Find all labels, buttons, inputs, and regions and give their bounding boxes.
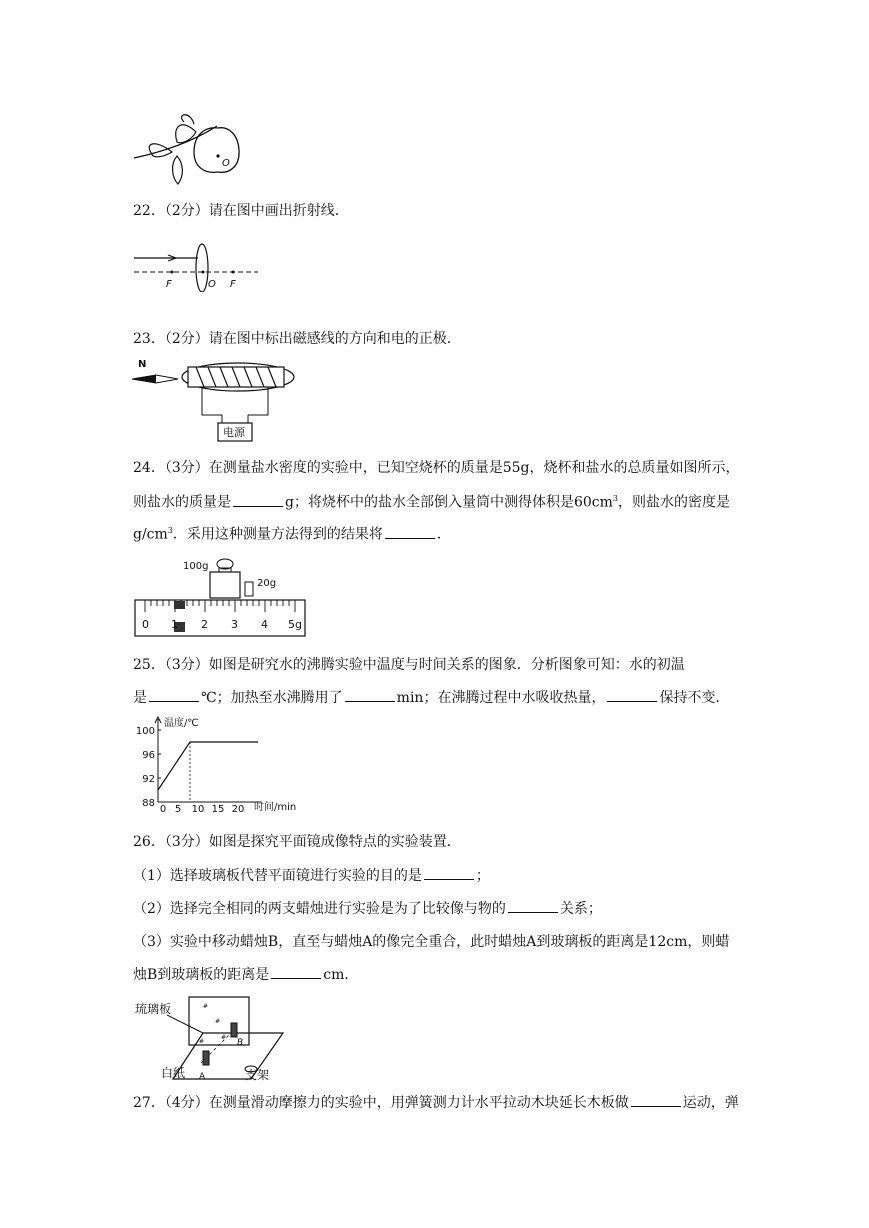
q24-line2	[133, 489, 730, 513]
q27-line1	[133, 1092, 739, 1113]
q26-sub1	[133, 865, 490, 886]
q25-line2-a: 是	[133, 690, 147, 706]
q24-line2-b: g；将烧杯中的盐水全部倒入量筒中测得体积是60cm	[285, 494, 613, 511]
glass-plate-label: 琉璃板	[135, 1002, 172, 1016]
q26-sub3-line2-b: cm．	[323, 967, 359, 983]
q24-line3-c: ．	[436, 526, 451, 543]
focus-left-label: F	[166, 279, 172, 290]
q25-initial-temp-blank	[149, 687, 199, 702]
stand-label: 支架	[245, 1068, 270, 1082]
candle-a-label: A	[199, 1072, 206, 1082]
focus-right-label: F	[230, 279, 236, 290]
q24-line3	[133, 521, 451, 545]
q24-line1: 24．（3分）在测量盐水密度的实验中，已知空烧杯的质量是55g，烧杯和盐水的总质量如图所示，	[133, 460, 740, 476]
q24-line3-b: ．采用这种测量方法得到的结果将	[172, 526, 383, 543]
power-source-label: 电源	[223, 426, 245, 439]
white-paper-label: 白纸	[161, 1066, 186, 1080]
svg-text:#: #	[199, 1038, 205, 1045]
svg-text:#: #	[203, 1003, 209, 1010]
q26-line1: 26．（3分）如图是探究平面镜成像特点的实验装置．	[133, 834, 461, 850]
q26-distance-blank	[271, 964, 321, 979]
weight-100g-label: 100g	[183, 561, 209, 572]
q24-sup-a: 3	[612, 494, 618, 503]
q26-sub2-a: （2）选择完全相同的两支蜡烛进行实验是为了比较像与物的	[133, 901, 506, 917]
q24-line2-c: ，则盐水的密度是	[618, 494, 730, 511]
q25-line1: 25．（3分）如图是研究水的沸腾实验中温度与时间关系的图象．分析图象可知：水的初温	[133, 657, 685, 673]
q24-line2-a: 则盐水的质量是	[133, 494, 231, 511]
q26-sub3-line2	[133, 964, 358, 985]
q25-line2-b: ℃；加热至水沸腾用了	[201, 690, 343, 706]
svg-text:#: #	[221, 1034, 227, 1041]
svg-text:#: #	[215, 1018, 221, 1025]
lens-figure	[132, 240, 262, 292]
q26-sub3-line2-a: 烛B到玻璃板的距离是	[133, 967, 270, 983]
compass-n-label: N	[138, 359, 147, 370]
apple-branch-figure	[132, 112, 244, 188]
q26-relation-blank	[508, 898, 558, 913]
y-tick-label-0: 88	[142, 798, 155, 809]
y-tick-label-2: 96	[142, 750, 155, 761]
x-tick-label-4: 20	[231, 804, 245, 814]
y-tick-label-3: 100	[135, 726, 155, 737]
q22-text: 22．（2分）请在图中画出折射线．	[133, 203, 349, 219]
x-axis-label: 时间/min	[254, 802, 297, 813]
q24-salt-mass-blank	[233, 492, 283, 507]
q25-line2	[133, 687, 729, 708]
q25-line2-d: 保持不变．	[659, 690, 730, 706]
scale-label-4: 4	[261, 618, 268, 631]
scale-label-3: 3	[231, 618, 238, 631]
candle-b-label: B	[237, 1038, 244, 1048]
q24-line3-a: g/cm	[133, 526, 168, 543]
x-tick-label-1: 5	[174, 804, 182, 814]
plane-mirror-figure	[133, 993, 293, 1083]
q26-sub1-b: ；	[475, 868, 490, 884]
solenoid-figure	[130, 357, 300, 443]
y-tick-label-1: 92	[142, 774, 155, 785]
optical-center-label: O	[208, 279, 216, 290]
q25-constant-blank	[607, 687, 657, 702]
q26-sub3-line1: （3）实验中移动蜡烛B，直至与蜡烛A的像完全重合，此时蜡烛A到玻璃板的距离是12cm，则蜡	[133, 934, 730, 950]
q26-sub2	[133, 898, 602, 919]
q26-sub2-b: 关系；	[559, 901, 602, 917]
y-axis-label: 温度/℃	[164, 718, 199, 729]
scale-label-5g: 5g	[288, 618, 302, 631]
q27-line1-a: 27．（4分）在测量滑动摩擦力的实验中，用弹簧测力计水平拉动木块延长木板做	[133, 1095, 629, 1111]
q25-line2-c: min；在沸腾过程中水吸收热量，	[396, 690, 606, 706]
x-tick-label-0: 0	[159, 804, 167, 814]
x-tick-label-2: 10	[191, 804, 205, 814]
q24-result-blank	[385, 524, 435, 539]
q26-sub1-a: （1）选择玻璃板代替平面镜进行实验的目的是	[133, 868, 422, 884]
x-tick-label-3: 15	[211, 804, 225, 814]
scale-label-2: 2	[201, 618, 208, 631]
apple-center-label: O	[222, 158, 230, 169]
q24-sup-b: 3	[167, 526, 173, 535]
q27-motion-blank	[631, 1092, 681, 1107]
scale-label-1: 1	[171, 618, 178, 631]
q27-line1-b: 运动，弹	[682, 1095, 739, 1111]
temperature-time-chart	[133, 714, 313, 814]
q25-time-blank	[345, 687, 395, 702]
scale-label-0: 0	[142, 618, 149, 631]
weight-20g-label: 20g	[257, 578, 277, 589]
q23-text: 23．（2分）请在图中标出磁感线的方向和电的正极．	[133, 331, 461, 347]
series-line-0	[158, 742, 258, 790]
q26-purpose-blank	[424, 865, 474, 880]
balance-weights-figure	[133, 556, 309, 638]
